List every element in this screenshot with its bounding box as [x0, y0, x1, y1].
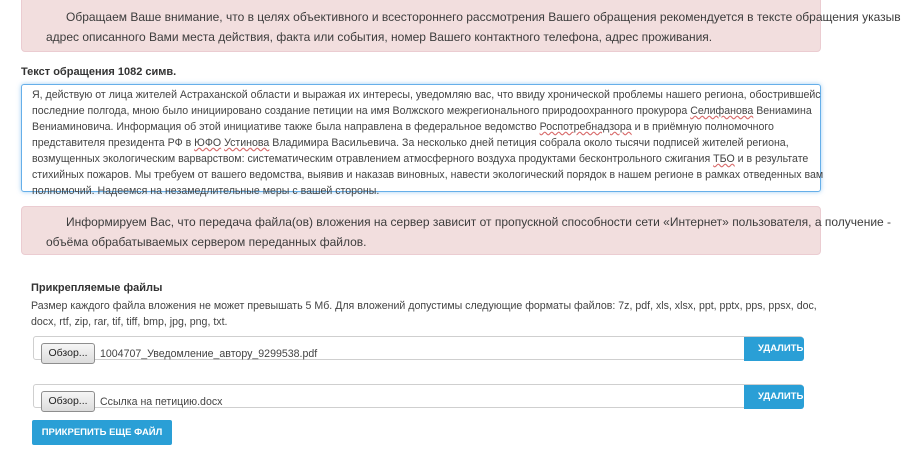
appeal-text-label: Текст обращения 1082 симв.: [21, 66, 177, 78]
delete-file-button[interactable]: УДАЛИТЬ: [744, 385, 804, 409]
misspelled-word: Устинова: [224, 137, 270, 149]
misspelled-word: ТБО: [713, 153, 735, 165]
attachments-hint: Размер каждого файла вложения не может превышать 5 Мб. Для вложений допустимы следующие форматы файлов: 7z, pdf, xls, xlsx, ppt, pptx, pps, ppsx, doc, docx, rtf, zip, rar, tif, tiff, bmp, jpg, png, txt.: [31, 300, 817, 328]
file-name: Ссылка на петицию.docx: [100, 396, 223, 408]
misspelled-word: Селифанова: [690, 105, 754, 117]
attachments-title: Прикрепляемые файлы: [31, 282, 163, 294]
browse-button[interactable]: Обзор...: [41, 343, 95, 364]
appeal-line: последние полгода, мною было инициировано создание петиции на имя Волжского межрегионального природоохранного прокурора Селифанова Вениамина: [32, 105, 812, 117]
notice-line-2: адрес описанного Вами места действия, факта или события, номер Вашего контактного телефона, адрес проживания.: [46, 30, 713, 44]
appeal-line: Я, действую от лица жителей Астраханской области и выражая их интересы, уведомляю вас, что ввиду хронической проблемы нашего региона, обострившейс: [32, 89, 821, 101]
appeal-line: возмущенных экологическим варварством: систематическим отравлением атмосферного воздуха продуктами бесконтрольного сжигания ТБО и в результате: [32, 153, 809, 165]
file-name: 1004707_Уведомление_автору_9299538.pdf: [100, 348, 318, 360]
misspelled-word: ЮФО: [194, 137, 222, 149]
misspelled-word: Роспотребнадзора: [539, 121, 632, 133]
delete-file-button[interactable]: УДАЛИТЬ: [744, 337, 804, 361]
appeal-textarea[interactable]: [21, 84, 824, 197]
notice-recommendation: [21, 0, 901, 52]
notice-upload-speed: [21, 206, 892, 255]
appeal-line: полномочий. Надеемся на незамедлительные меры с вашей стороны.: [32, 185, 380, 197]
appeal-line: Вениаминовича. Информация об этой инициативе также была направлена в федеральное ведомство Роспотребнадзора и в приёмную полномочного: [32, 121, 774, 133]
appeal-line: представителя президента РФ в ЮФО Устинова Владимира Васильевича. За несколько дней петиция собрала около тысячи подписей жителей региона,: [32, 137, 789, 149]
notice-line-1: Информируем Вас, что передача файла(ов) вложения на сервер зависит от пропускной способности сети «Интернет» пользователя, а получение -: [66, 215, 892, 229]
notice-line-2: объёма обрабатываемых сервером переданных файлов.: [46, 235, 367, 249]
notice-line-1: Обращаем Ваше внимание, что в целях объективного и всестороннего рассмотрения Вашего обращения рекомендуется в тексте обращения указыв: [66, 10, 901, 24]
file-input-row: [33, 384, 803, 408]
appeal-line: стихийных пожаров. Мы требуем от вашего ведомства, выявив и наказав виновных, навести экологический порядок в нашем регионе в рамках отведенных вам: [32, 169, 824, 181]
attach-more-button[interactable]: ПРИКРЕПИТЬ ЕЩЕ ФАЙЛ: [32, 420, 172, 445]
file-input-row: [33, 336, 803, 360]
browse-button[interactable]: Обзор...: [41, 391, 95, 412]
